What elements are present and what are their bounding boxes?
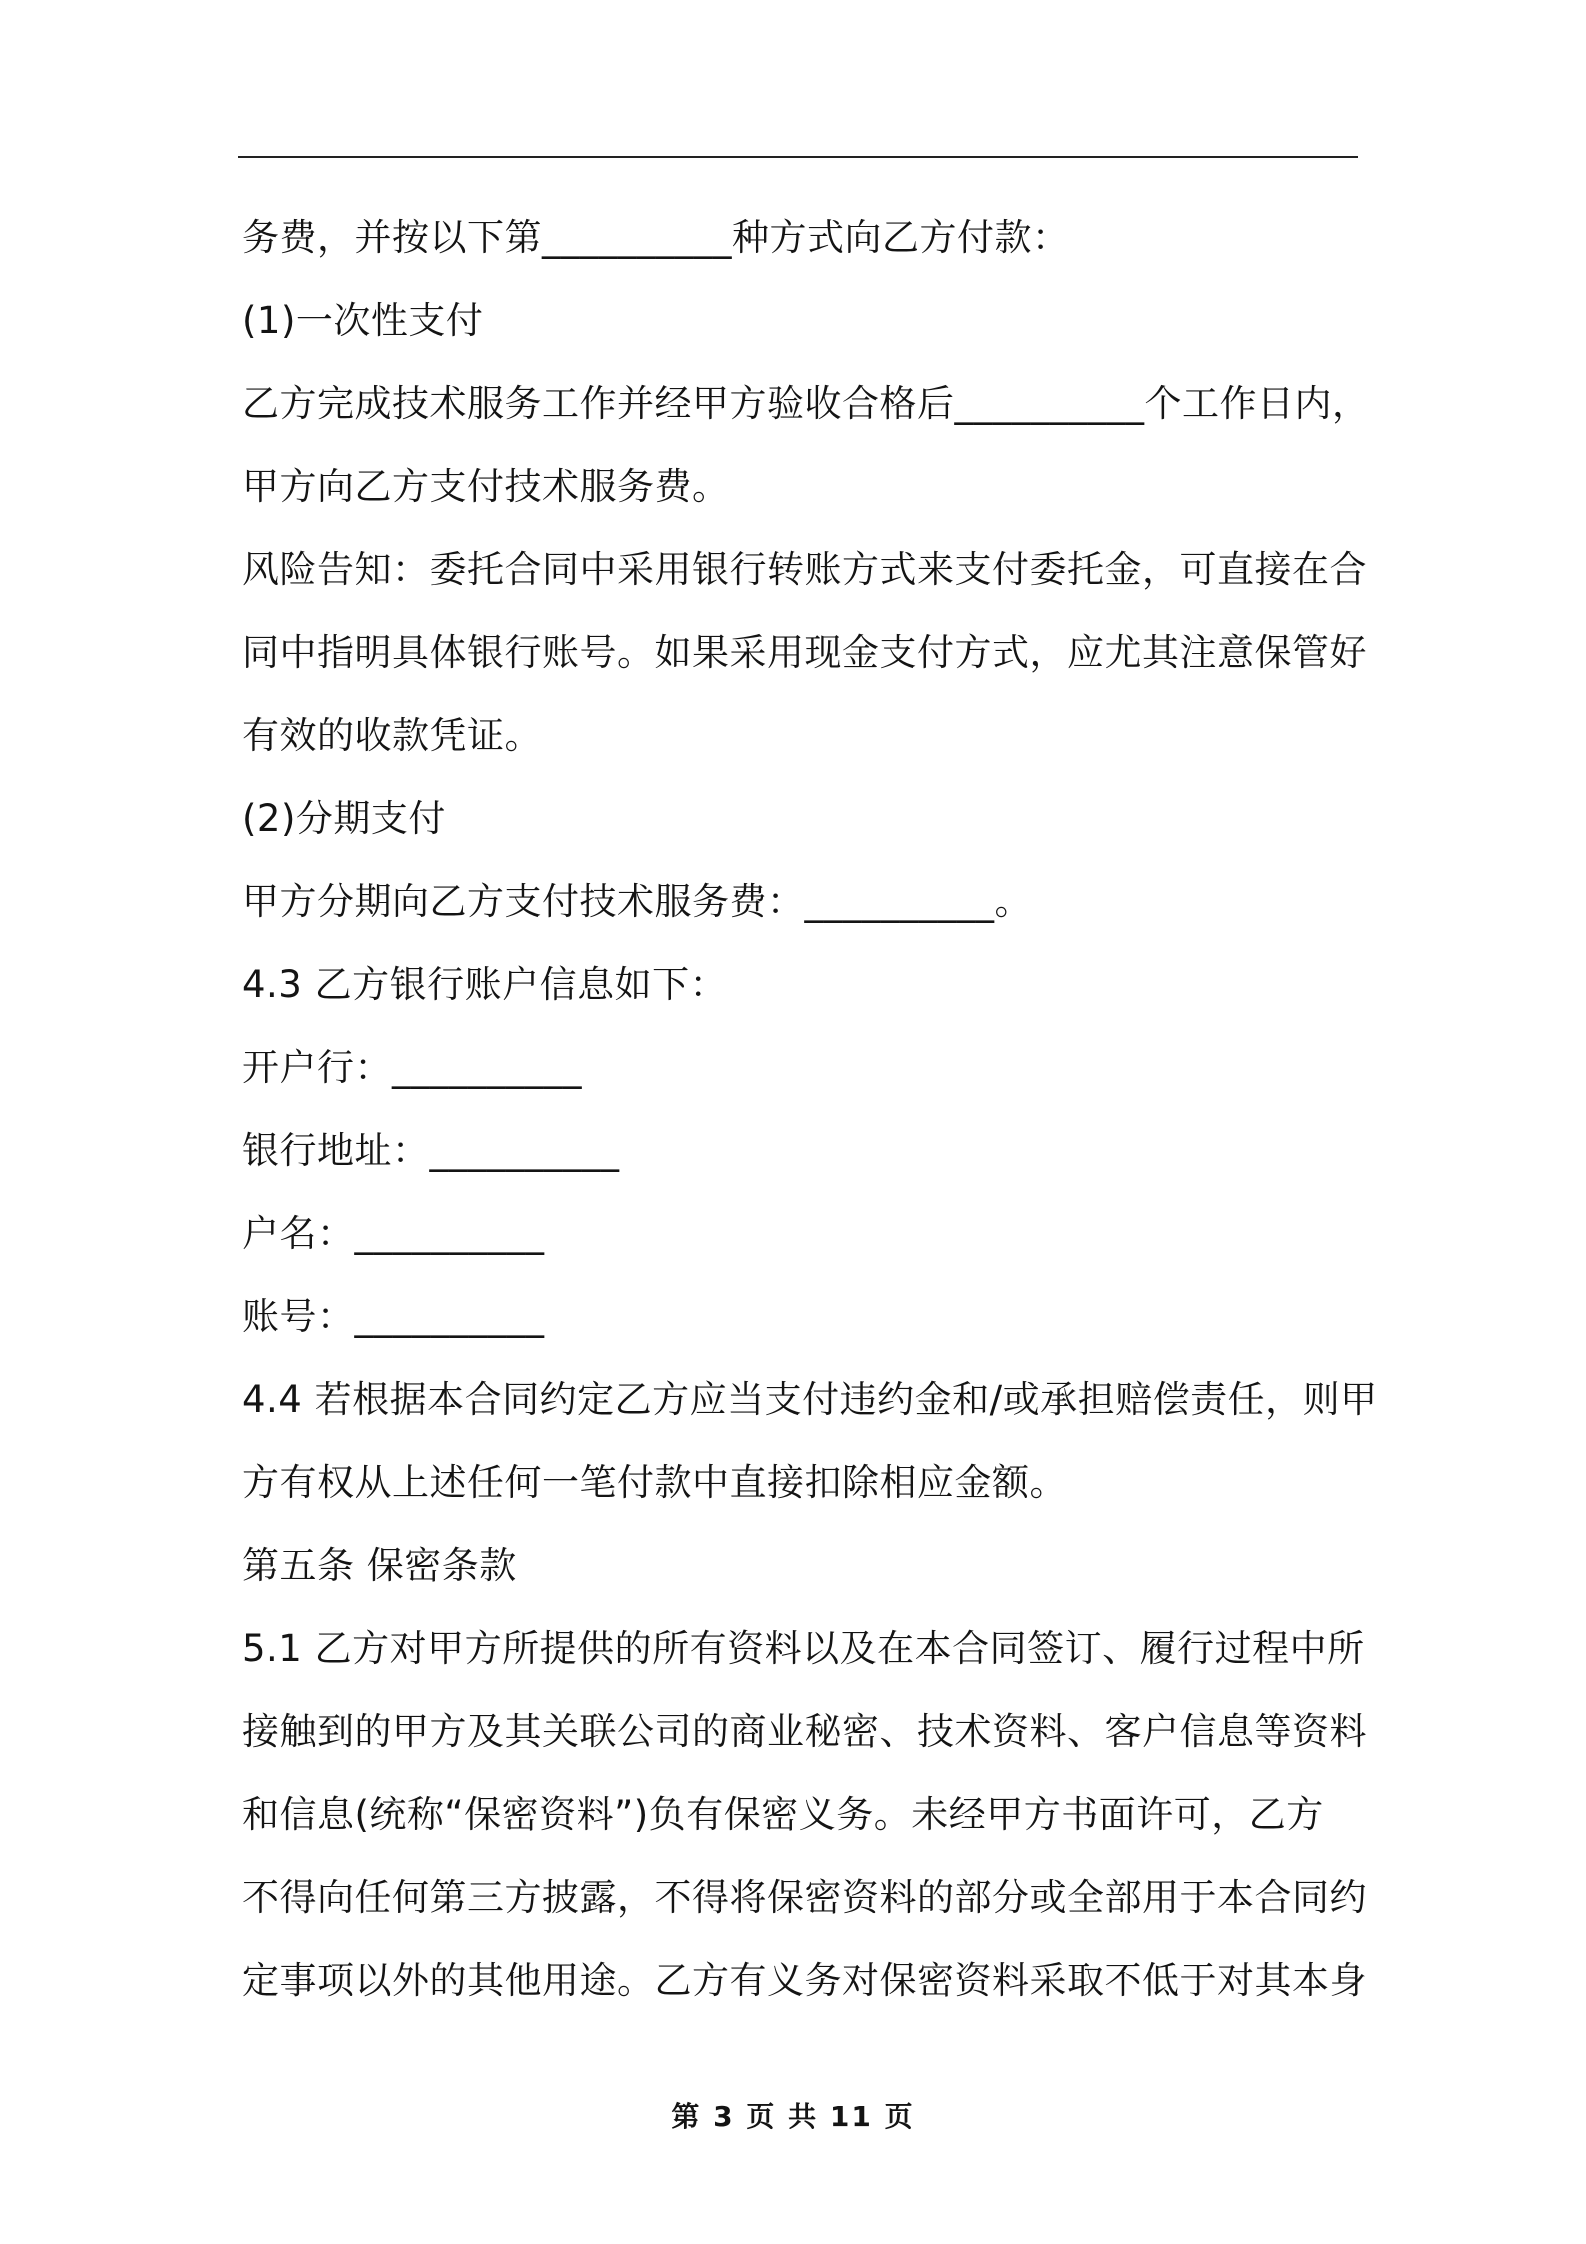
text-line: 风险告知：委托合同中采用银行转账方式来支付委托金，可直接在合 [242, 548, 1367, 591]
text-line: 银行地址：__________ [242, 1129, 620, 1172]
text-line: 4.4 若根据本合同约定乙方应当支付违约金和/或承担赔偿责任，则甲 [242, 1378, 1378, 1421]
text-line: 甲方向乙方支付技术服务费。 [242, 465, 730, 508]
text-line: 有效的收款凭证。 [242, 714, 542, 757]
text-line: (1)一次性支付 [242, 299, 484, 342]
text-line: 定事项以外的其他用途。乙方有义务对保密资料采取不低于对其本身 [242, 1959, 1367, 2002]
text-line: 开户行：__________ [242, 1046, 582, 1089]
text-line: (2)分期支付 [242, 797, 446, 840]
text-line: 5.1 乙方对甲方所提供的所有资料以及在本合同签订、履行过程中所 [242, 1627, 1365, 1670]
text-line: 同中指明具体银行账号。如果采用现金支付方式，应尤其注意保管好 [242, 631, 1367, 674]
document-body [242, 196, 1378, 2022]
text-line: 4.3 乙方银行账户信息如下： [242, 963, 728, 1006]
text-line: 接触到的甲方及其关联公司的商业秘密、技术资料、客户信息等资料 [242, 1710, 1367, 1753]
text-line: 不得向任何第三方披露，不得将保密资料的部分或全部用于本合同约 [242, 1876, 1367, 1919]
text-line: 方有权从上述任何一笔付款中直接扣除相应金额。 [242, 1461, 1067, 1504]
section-heading: 第五条 保密条款 [242, 1544, 517, 1587]
header-rule [238, 156, 1358, 158]
text-line: 务费，并按以下第__________种方式向乙方付款： [242, 216, 1070, 259]
text-line: 账号：__________ [242, 1295, 545, 1338]
page-number: 第 3 页 共 11 页 [671, 2100, 915, 2133]
text-line: 甲方分期向乙方支付技术服务费：__________。 [242, 880, 1032, 923]
text-line: 和信息(统称“保密资料”)负有保密义务。未经甲方书面许可，乙方 [242, 1793, 1324, 1836]
text-line: 乙方完成技术服务工作并经甲方验收合格后__________个工作日内， [242, 382, 1370, 425]
text-line: 户名：__________ [242, 1212, 545, 1255]
